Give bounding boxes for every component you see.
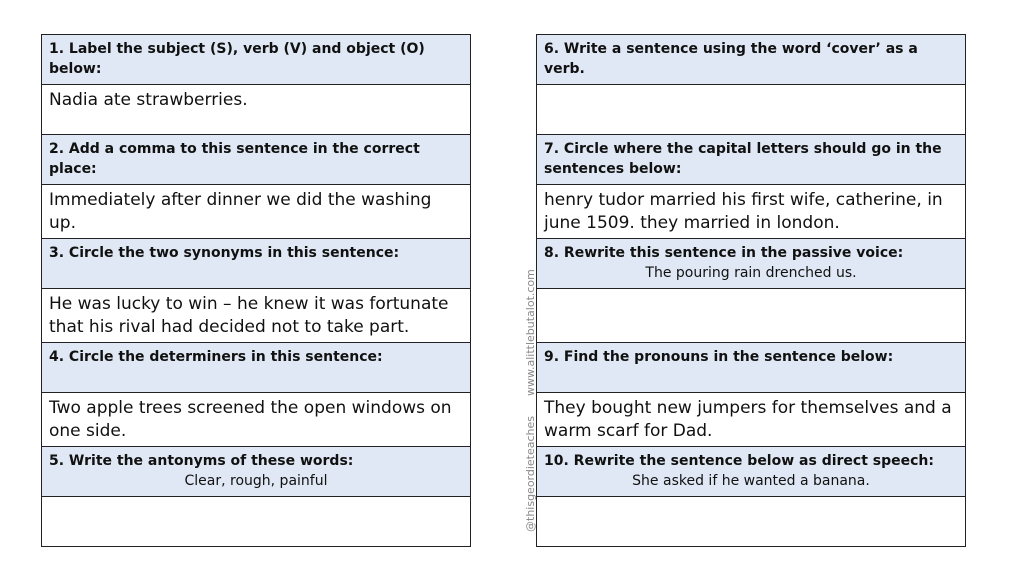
question-2-text: 2. Add a comma to this sentence in the correct place: [49, 141, 420, 177]
question-10 [537, 447, 965, 497]
answer-2 [42, 185, 470, 239]
question-8-prompt: The pouring rain drenched us. [645, 265, 857, 281]
question-2 [42, 135, 470, 185]
answer-5 [42, 497, 470, 546]
question-8 [537, 239, 965, 289]
question-5 [42, 447, 470, 497]
answer-9-text: They bought new jumpers for themselves and a warm scarf for Dad. [544, 398, 952, 441]
question-9 [537, 343, 965, 393]
answer-7-text: henry tudor married his first wife, catherine, in june 1509. they married in london. [544, 190, 943, 233]
question-9-text: 9. Find the pronouns in the sentence below: [544, 349, 894, 365]
answer-3-text: He was lucky to win – he knew it was fortunate that his rival had decided not to take part. [49, 294, 449, 337]
question-5-prompt: Clear, rough, painful [184, 473, 328, 489]
watermark-site: www.alittlebutalot.com [524, 269, 537, 396]
question-1 [42, 35, 470, 85]
answer-4 [42, 393, 470, 447]
question-6 [537, 35, 965, 85]
answer-4-text: Two apple trees screened the open windows on one side. [49, 398, 452, 441]
question-6-text: 6. Write a sentence using the word ‘cover’ as a verb. [544, 41, 918, 77]
question-4-text: 4. Circle the determiners in this sentence: [49, 349, 383, 365]
question-7 [537, 135, 965, 185]
question-7-text: 7. Circle where the capital letters should go in the sentences below: [544, 141, 942, 177]
answer-6 [537, 85, 965, 135]
question-3 [42, 239, 470, 289]
answer-1-text: Nadia ate strawberries. [49, 90, 248, 110]
answer-3 [42, 289, 470, 343]
question-1-text: 1. Label the subject (S), verb (V) and object (O) below: [49, 41, 425, 77]
question-10-prompt: She asked if he wanted a banana. [632, 473, 870, 489]
answer-9 [537, 393, 965, 447]
answer-2-text: Immediately after dinner we did the washing up. [49, 190, 432, 233]
question-4 [42, 343, 470, 393]
right-worksheet-column [536, 34, 966, 547]
question-8-text: 8. Rewrite this sentence in the passive voice: [544, 245, 904, 261]
question-5-text: 5. Write the antonyms of these words: [49, 453, 354, 469]
answer-10 [537, 497, 965, 546]
watermark-handle: @thisgeordieteaches [524, 415, 537, 532]
left-worksheet-column [41, 34, 471, 547]
question-10-text: 10. Rewrite the sentence below as direct speech: [544, 453, 934, 469]
answer-7 [537, 185, 965, 239]
question-3-text: 3. Circle the two synonyms in this sentence: [49, 245, 400, 261]
answer-8 [537, 289, 965, 343]
answer-1 [42, 85, 470, 135]
